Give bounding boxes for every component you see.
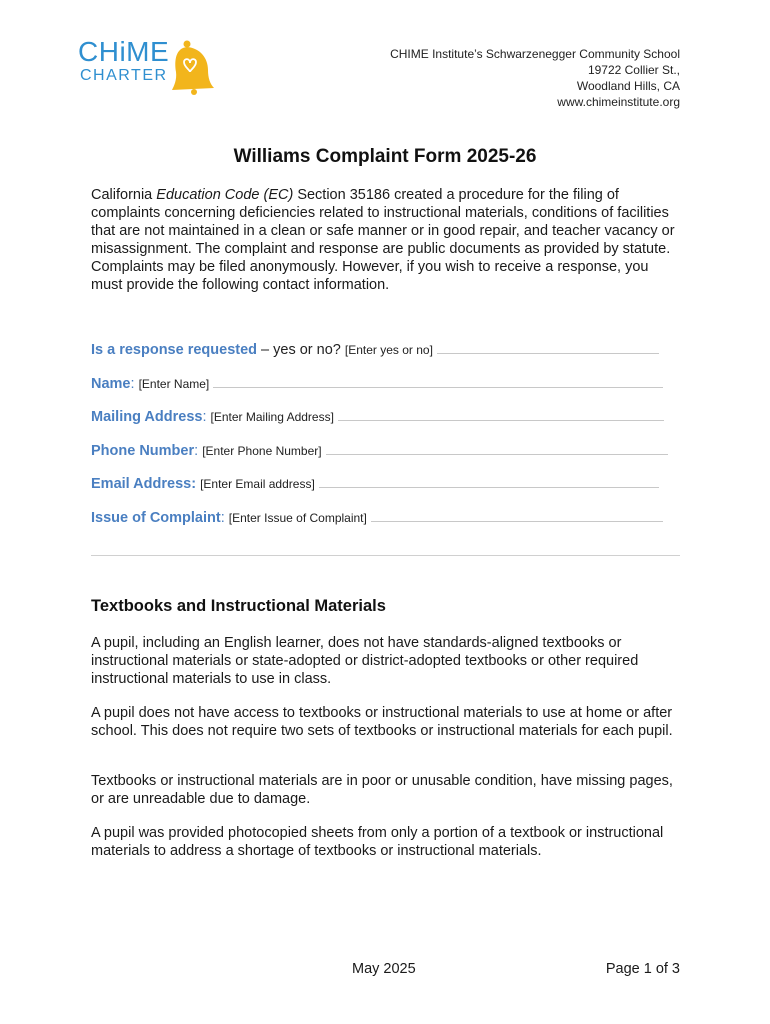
phone-number-field: Phone Number: [Enter Phone Number] xyxy=(91,443,681,459)
intro-before: California xyxy=(91,187,157,203)
page-number: Page 1 of 3 xyxy=(605,961,680,977)
issue-underline xyxy=(371,520,663,522)
issue-label: Issue of Complaint xyxy=(91,510,221,526)
section-paragraph: A pupil was provided photocopied sheets from only a portion of a textbook or instructional materials to address a shortage of textbooks or instructional materials. xyxy=(91,825,664,859)
issue-of-complaint-field: Issue of Complaint: [Enter Issue of Complaint] xyxy=(91,510,681,526)
city-state: Woodland Hills, CA xyxy=(576,79,680,93)
name-underline xyxy=(213,386,663,388)
response-input[interactable]: [Enter yes or no] xyxy=(344,343,433,357)
school-name: CHIME Institute’s Schwarzenegger Community School xyxy=(390,47,680,61)
issue-continuation-line[interactable] xyxy=(91,555,680,556)
footer-date: May 2025 xyxy=(352,961,416,977)
phone-underline xyxy=(326,453,668,455)
website-link[interactable]: www.chimeinstitute.org xyxy=(557,95,680,109)
section-paragraph: A pupil, including an English learner, does not have standards-aligned textbooks or instructional materials or state-adopted or district-adopted textbooks or other required instructional materials to use in class. xyxy=(91,635,639,687)
response-requested-field xyxy=(91,342,681,358)
section-paragraph: Textbooks or instructional materials are in poor or unusable condition, have missing pages, or are unreadable due to damage. xyxy=(91,773,673,807)
mailing-input[interactable]: [Enter Mailing Address] xyxy=(210,410,334,424)
logo-text-chime: CHiME xyxy=(78,36,170,67)
email-input[interactable]: [Enter Email address] xyxy=(200,477,315,491)
school-address xyxy=(390,46,680,110)
mailing-address-field: Mailing Address: [Enter Mailing Address] xyxy=(91,409,681,425)
street-address: 19722 Collier St., xyxy=(587,63,680,77)
section-paragraph: A pupil does not have access to textbooks or instructional materials to use at home or after school. This does not require two sets of textbooks or instructional materials for each pupil. xyxy=(91,705,673,739)
mailing-underline xyxy=(338,419,664,421)
response-suffix: – yes or no? xyxy=(257,342,345,358)
issue-input[interactable]: [Enter Issue of Complaint] xyxy=(228,511,367,525)
phone-label: Phone Number xyxy=(91,443,195,459)
intro-italic: Education Code (EC) xyxy=(156,187,294,203)
response-label: Is a response requested xyxy=(91,342,258,358)
name-input[interactable]: [Enter Name] xyxy=(138,377,210,391)
mailing-label: Mailing Address xyxy=(91,409,203,425)
intro-paragraph xyxy=(91,186,681,294)
email-underline xyxy=(319,486,659,488)
intro-after: Section 35186 created a procedure for the filing of complaints concerning deficiencies related to instructional materials, conditions of facilities that are not maintained in a clean or safe manner or in good repair, and teacher vacancy or misassignment. The complaint and response are public documents as provided by statute. Complaints may be filed anonymously. However, if you wish to receive a response, you must provide the following contact information. xyxy=(91,187,675,293)
response-underline xyxy=(437,352,659,354)
logo-text-charter: CHARTER xyxy=(80,67,168,84)
email-address-field xyxy=(91,476,681,492)
page-title: Williams Complaint Form 2025-26 xyxy=(233,146,537,167)
bell-icon xyxy=(170,36,220,96)
name-field: Name: [Enter Name] xyxy=(91,376,681,392)
phone-input[interactable]: [Enter Phone Number] xyxy=(202,444,322,458)
chime-charter-logo xyxy=(78,36,220,98)
name-label: Name xyxy=(91,376,131,392)
section-heading: Textbooks and Instructional Materials xyxy=(91,597,386,615)
email-label: Email Address: xyxy=(91,476,197,492)
